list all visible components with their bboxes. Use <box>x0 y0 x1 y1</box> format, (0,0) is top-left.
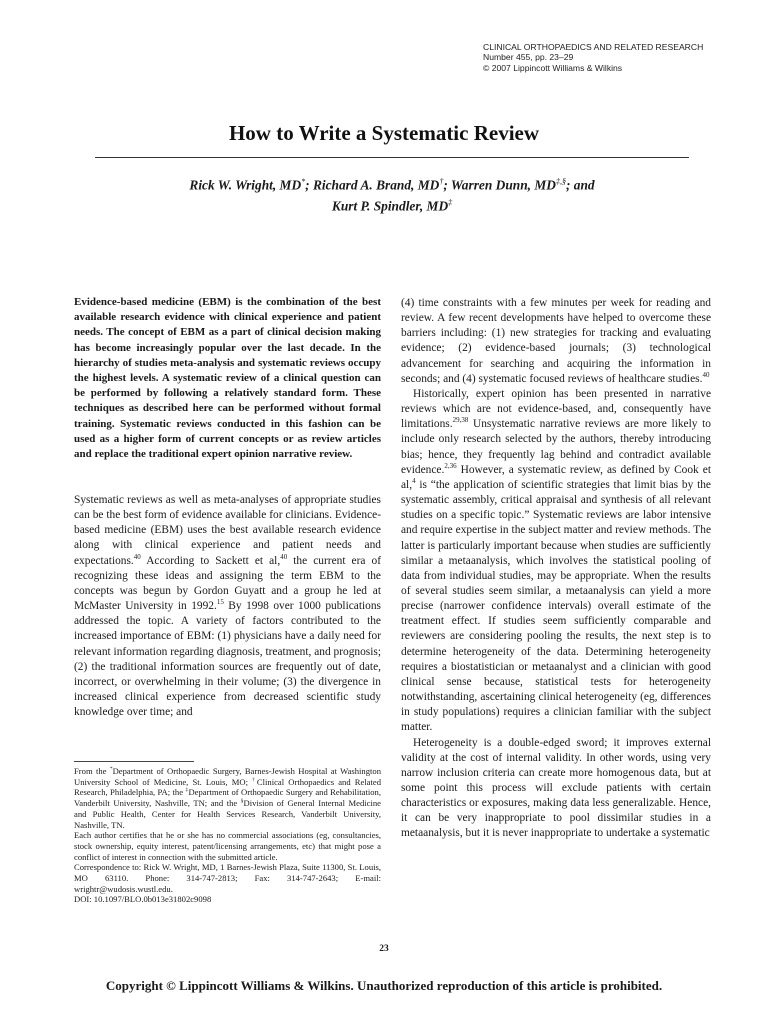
citation: 40 <box>702 370 710 379</box>
article-title: How to Write a Systematic Review <box>228 121 540 145</box>
footnote-text: Department of Orthopaedic Surgery and Rehabilitation, Vanderbilt University, Nashville, TN; and the <box>74 787 381 809</box>
copyright-notice: Copyright © Lippincott Williams & Wilkins. Unauthorized reproduction of this article is prohibited. <box>105 978 663 993</box>
abstract: Evidence-based medicine (EBM) is the combination of the best available research evidence with clinical experience and patient needs. The concept of EBM as a part of clinical decision making has become increasingly popular over the last decade. In the hierarchy of studies meta-analysis and systematic reviews occupy the highest levels. A systematic review of a clinical question can be performed by following a relatively standard form. These techniques as described here can be performed without formal training. Systematic reviews conducted in this fashion can be used as a higher form of current concepts or as review articles and replace the traditional expert opinion narrative review. <box>74 296 381 461</box>
body-text: According to Sackett et al, <box>140 554 281 567</box>
body-paragraph <box>74 493 381 720</box>
title-divider <box>95 157 689 158</box>
author-name: Kurt P. Spindler, MD <box>331 198 449 214</box>
affiliation-mark: * <box>301 177 306 186</box>
affiliation-mark: ‡,§ <box>555 177 566 186</box>
body-text: the current era of recognizing these ideas and assigning the term EBM to the concepts was begun by Gordon Guyatt and a group he led at McMaster University in 1992. <box>74 554 381 613</box>
journal-copyright: © 2007 Lippincott Williams & Wilkins <box>483 62 623 73</box>
author-name: ; Warren Dunn, MD <box>443 177 556 193</box>
author-name: ; Richard A. Brand, MD <box>305 177 440 193</box>
citation: 4 <box>412 477 416 486</box>
body-text: However, a systematic review, as defined by Cook et al, <box>401 463 711 491</box>
body-paragraph: Heterogeneity is a double-edged sword; it improves external validity at the cost of internal validity. In other words, using very narrow inclusion criteria can create more homogenous data, but at some point this process will exclude patients with certain characteristics or exposures, making data less generalizable. Hence, it can be very inappropriate to pool dissimilar studies in a metaanalysis, but it is never inappropriate to undertake a systematic <box>401 736 711 840</box>
citation: 40 <box>133 552 141 561</box>
footnote-text: From the <box>74 766 110 776</box>
body-right-column <box>401 296 711 842</box>
journal-header <box>483 42 703 73</box>
body-text: Historically, expert opinion has been presented in narrative reviews which are not evidence-based, and, consequently have limitations. <box>401 387 711 431</box>
body-paragraph <box>401 387 711 736</box>
body-text: By 1998 over 1000 publications addressed the topic. A variety of factors contributed to the increased importance of EBM: (1) physicians have a daily need for relevant information regarding diagnosis, treatment, and prognosis; (2) the traditional information sources are frequently out of date, incorrect, or overwhelming in their volume; (3) the divergence in increased clinical experience from decreased scientific study knowledge over time; and <box>74 600 381 719</box>
footnote-text: Department of Orthopaedic Surgery, Barnes-Jewish Hospital at Washington University School of Medicine, St. Louis, MO; <box>74 766 381 787</box>
footnote-divider <box>74 761 194 762</box>
journal-name: CLINICAL ORTHOPAEDICS AND RELATED RESEARCH <box>483 42 704 52</box>
affiliation-mark: * <box>109 766 113 773</box>
affiliation-footnote <box>74 766 381 830</box>
affiliation-mark: § <box>240 798 244 805</box>
citation: 2,36 <box>444 461 457 470</box>
body-text: (4) time constraints with a few minutes per week for reading and review. A few recent developments have helped to overcome these barriers including: (1) new strategies for tracking and evaluating evidence; (2) evidence-based journals; (3) technological advancement for searching and acquiring the information in seconds; and (4) systematic focused reviews of healthcare studies. <box>401 297 711 385</box>
affiliation-mark: † <box>252 776 257 783</box>
citation: 15 <box>216 598 224 607</box>
journal-issue: Number 455, pp. 23–29 <box>483 52 574 63</box>
footnote-text: Division of General Internal Medicine and Public Health, Center for Health Services Research, Vanderbilt University, Nashville, TN. <box>74 798 381 830</box>
page-number: 23 <box>379 944 389 954</box>
author-list <box>90 173 694 216</box>
citation: 29,38 <box>452 416 469 425</box>
body-text: is “the application of scientific strategies that limit bias by the systematic assembly, critical appraisal and synthesis of all relevant studies on a specific topic.” Systematic reviews are labor intensive and require expertise in the subject matter and review methods. The latter is particularly important because when studies are sufficiently similar a metaanalysis, which involves the statistical pooling of data from individual studies, may be appropriate. When the results of several studies seem similar, a metaanalysis can yield a more precise (narrower confidence intervals) overall estimate of the treatment effect. If studies seem sufficiently comparable and reviewers are considering pooling the results, the next step is to determine heterogeneity of the data. Determining heterogeneity requires a biostatistician or metaanalyst and a clinician with good clinical sense because, statistical tests for heterogeneity notwithstanding, ascertaining clinical heterogeneity (eg, differences in study populations) requires a clinician familiar with the subject matter. <box>401 478 711 734</box>
affiliation-mark: † <box>439 177 444 186</box>
footnote-text: Clinical Orthopaedics and Related Research, Philadelphia, PA; the <box>74 776 381 798</box>
author-separator: ; and <box>565 177 595 193</box>
body-text: Unsystematic narrative reviews are more likely to include only research selected by the authors, thereby introducing bias; hence, they frequently lag behind and contradict available evidence. <box>401 418 711 476</box>
doi-footnote: DOI: 10.1097/BLO.0b013e31802c9098 <box>74 894 212 905</box>
disclosure-footnote: Each author certifies that he or she has no commercial associations (eg, consultancies, stock ownership, equity interest, patent/licensing arrangements, etc) that might pose a conflict of interest in connection with the submitted article. <box>74 830 381 862</box>
body-left-column <box>74 493 381 720</box>
correspondence-footnote: Correspondence to: Rick W. Wright, MD, 1 Barnes-Jewish Plaza, Suite 11300, St. Louis, MO 63110. Phone: 314-747-2813; Fax: 314-747-2643; E-mail: wrightr@wudosis.wustl.edu. <box>74 862 381 894</box>
body-text: Systematic reviews as well as meta-analyses of appropriate studies can be the best form of evidence available for clinicians. Evidence-based medicine (EBM) uses the best available research evidence along with clinical experience and patient needs and expectations. <box>74 494 381 567</box>
citation: 40 <box>280 552 288 561</box>
affiliation-mark: ‡ <box>448 198 453 208</box>
affiliation-mark: ‡ <box>185 787 189 794</box>
author-name: Rick W. Wright, MD <box>189 177 302 193</box>
body-paragraph <box>401 296 711 387</box>
footnotes <box>74 766 381 905</box>
